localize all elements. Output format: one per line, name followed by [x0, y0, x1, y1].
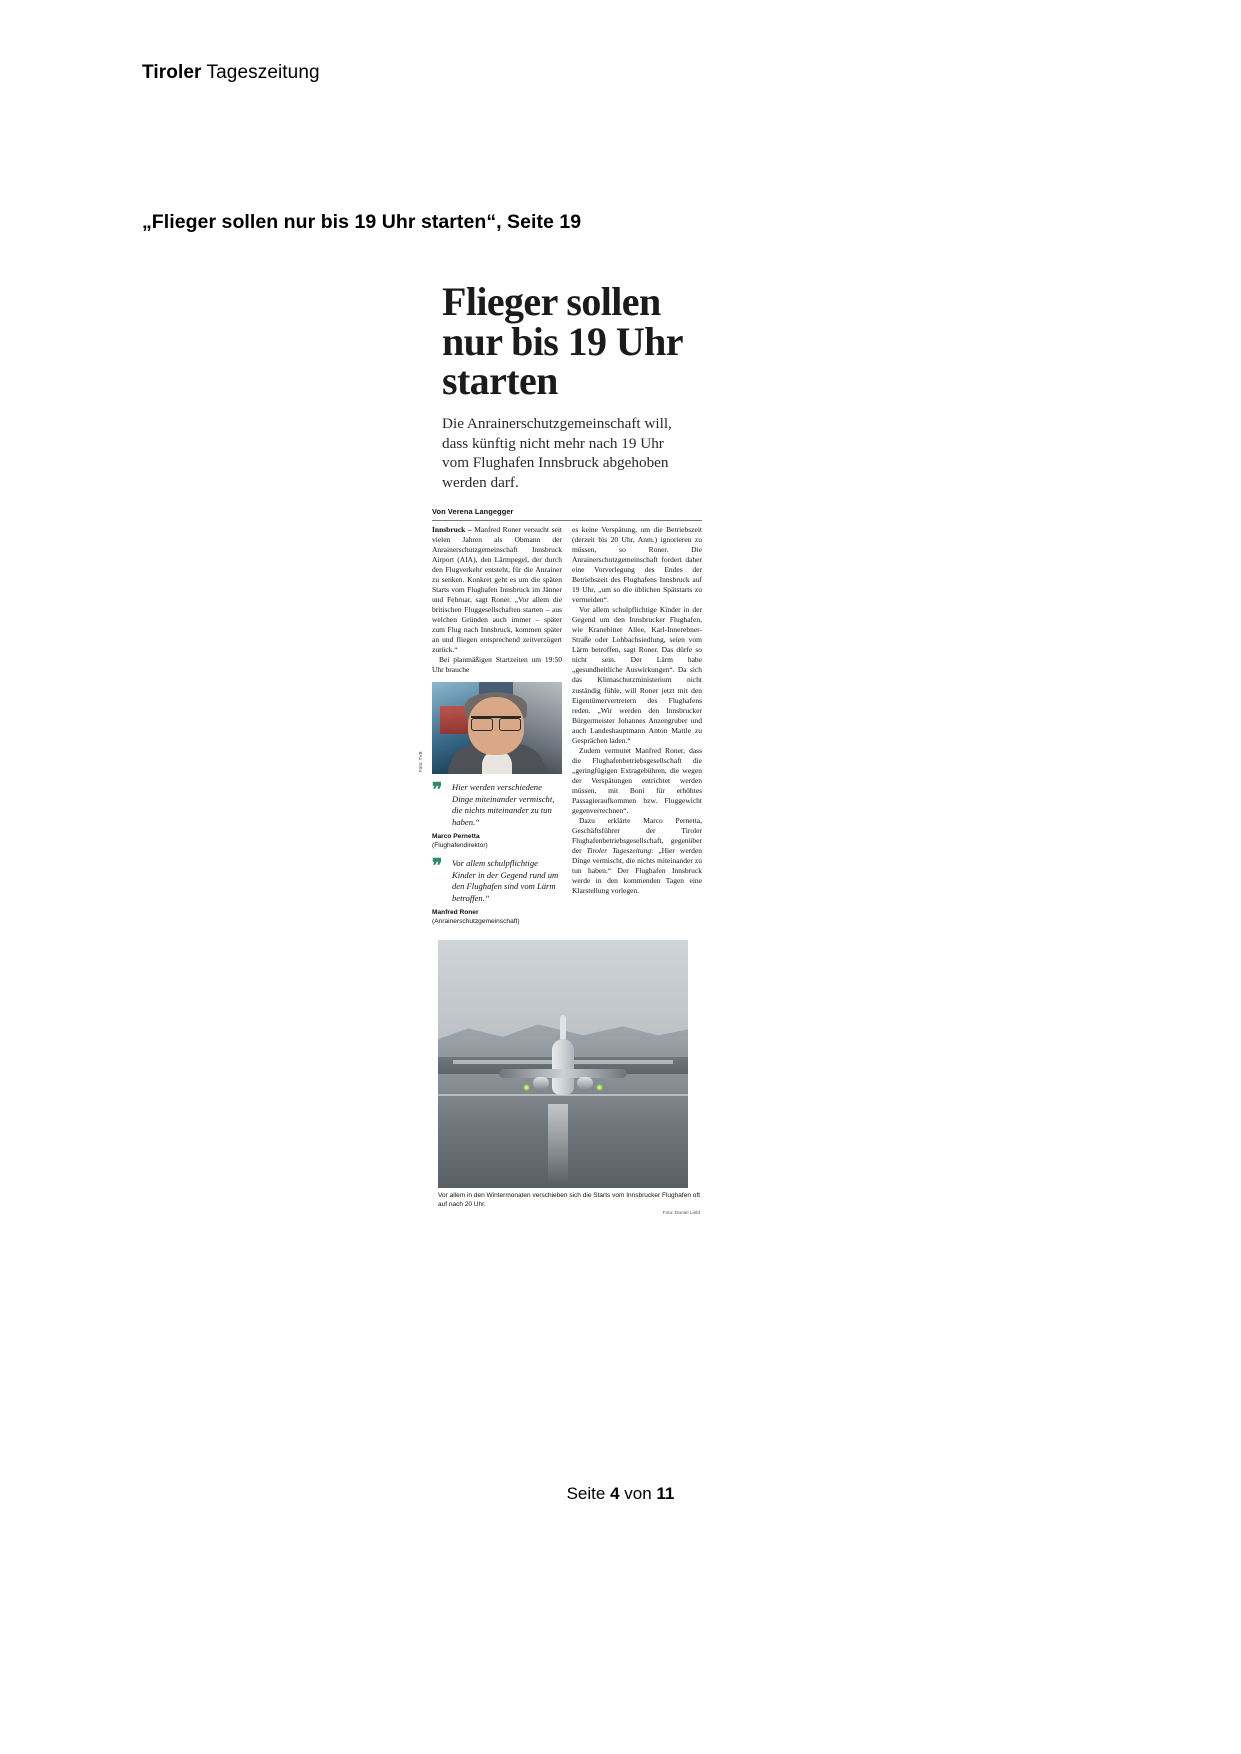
- pullquote-role: (Flughafendirektor): [432, 841, 488, 849]
- footer-prefix: Seite: [566, 1484, 611, 1503]
- pullquote-roner: [432, 858, 562, 904]
- paragraph-text-post: : „Hier werden Dinge vermischt, die nichts miteinander zu tun haben.“ Der Flughafen Innsbruck werde in den kommenden Tagen eine Klarstellung vorlegen.: [572, 846, 703, 896]
- paragraph: Bei planmäßigen Startzeiten um 19:50 Uhr brauche: [432, 655, 562, 675]
- airplane-engine-left: [533, 1077, 549, 1089]
- portrait-photo-credit: Foto: TVB: [418, 751, 423, 773]
- page-footer: [0, 1484, 1241, 1504]
- article-columns: [418, 524, 703, 926]
- page-title: „Flieger sollen nur bis 19 Uhr starten“, Seite 19: [142, 211, 582, 233]
- pullquote-role: (Anrainerschutzgemeinschaft): [432, 917, 520, 925]
- airplane-photo: [438, 940, 688, 1188]
- article-column-right: [572, 525, 702, 926]
- photo-reflection: [548, 1104, 568, 1183]
- dateline: Innsbruck –: [432, 524, 472, 534]
- footer-current-page: 4: [610, 1484, 620, 1503]
- pullquote-attribution: [432, 909, 562, 926]
- pullquote-attribution: [432, 833, 562, 850]
- pullquote-text: Vor allem schulpflichtige Kinder in der Gegend rund um den Flughafen sind vom Lärm betroffen.“: [452, 858, 559, 903]
- portrait-photo: [418, 682, 562, 774]
- newspaper-clipping: [418, 279, 703, 1216]
- paragraph: [572, 816, 702, 896]
- brand-name-bold: Tiroler: [142, 62, 202, 83]
- footer-middle: von: [619, 1484, 657, 1503]
- paragraph: [432, 525, 562, 656]
- paragraph: es keine Verspätung, um die Betriebszeit (derzeit bis 20 Uhr, Anm.) ignorieren zu müssen, so Roner. Die Anrainerschutzgemeinschaft fordert daher eine Vorverlegung des Endes der Betriebszeit des Flughafens Innsbruck auf 19 Uhr, „um so die üblichen Spätstarts zu vermeiden“.: [572, 524, 702, 605]
- article-headline: Flieger sollen nur bis 19 Uhr starten: [442, 279, 683, 404]
- airplane-tail: [560, 1015, 566, 1041]
- photo-credit: Foto: Daniel Liebl: [662, 1210, 700, 1216]
- airplane-engine-right: [577, 1077, 593, 1089]
- brand-name-light: Tageszeitung: [201, 62, 320, 83]
- divider-rule: [432, 520, 702, 521]
- article-lead: Die Anrainerschutzgemeinschaft will, dass künftig nicht mehr nach 19 Uhr vom Flughafen Innsbruck abgehoben werden darf.: [442, 414, 672, 492]
- paragraph-text: Manfred Roner versucht seit vielen Jahren als Obmann der Anrainerschutzgemeinschaft Innsbruck Airport (AIA), den Lärmpegel, der durch den Flugverkehr entsteht, für die Anrainer zu senken. Konkret geht es um die späten Starts vom Flughafen Innsbruck im Jänner und Februar, sagt Roner. „Vor allem die britischen Fluggesellschaften starten – aus welchen Gründen auch immer – später zum Flug nach Innsbruck, kommen später an und fliegen entsprechend zeitverzögert zurück.“: [432, 524, 562, 655]
- pullquote-text: Hier werden verschiedene Dinge miteinander vermischt, die nichts miteinander zu tun haben.“: [452, 782, 555, 827]
- paragraph: Zudem vermutet Manfred Roner, dass die Flughafenbetriebsgesellschaft die „geringfügigen Extragebühren, die wegen der Verspätungen entrichtet werden müssen, mit Boni für erhöhtes Passagieraufkommen bzw. Fluggewicht gegenverrechnen“.: [572, 745, 702, 816]
- footer-total-pages: 11: [656, 1484, 675, 1503]
- quote-mark-icon: ❞: [432, 856, 441, 878]
- airplane-wing: [499, 1069, 627, 1078]
- article-column-left: [418, 524, 562, 926]
- pullquote-author: Marco Pernetta: [432, 833, 480, 841]
- pullquote-author: Manfred Roner: [432, 908, 479, 916]
- quote-mark-icon: ❞: [432, 780, 441, 802]
- pullquote-pernetta: [432, 782, 562, 828]
- document-brand-header: [142, 62, 320, 84]
- airplane-fuselage: [552, 1039, 574, 1095]
- article-byline: Von Verena Langegger: [432, 506, 514, 516]
- photo-caption: Vor allem in den Wintermonaten verschieben sich die Starts vom Innsbrucker Flughafen oft auf nach 20 Uhr.: [438, 1192, 700, 1209]
- airplane-landing-light-right: [596, 1084, 603, 1091]
- publication-name: Tiroler Tageszeitung: [586, 846, 652, 856]
- paragraph: Vor allem schulpflichtige Kinder in der Gegend um den Innsbrucker Flughafen, wie Kranebitter Allee, Karl-Innerebner-Straße oder Lohbachsiedlung, seien vom Lärm betroffen, sagt Roner. Das dürfe so nicht sein. Der Lärm habe „gesundheitliche Auswirkungen“. Da sich das Klimaschutzministerium nicht zuständig fühle, will Roner jetzt mit den Eigentümervertretern des Flughafens reden. „Wir werden den Innsbrucker Bürgermeister Johannes Anzengruber und auch Landeshauptmann Anton Mattle zu Gesprächen laden.“: [572, 605, 702, 745]
- airplane-landing-light-left: [523, 1084, 530, 1091]
- paragraph-text-pre: Dazu erklärte Marco Pernetta, Geschäftsführer der Tiroler Flughafenbetriebsgesellschaft, gegenüber der: [572, 816, 702, 856]
- glasses-icon: [471, 716, 521, 729]
